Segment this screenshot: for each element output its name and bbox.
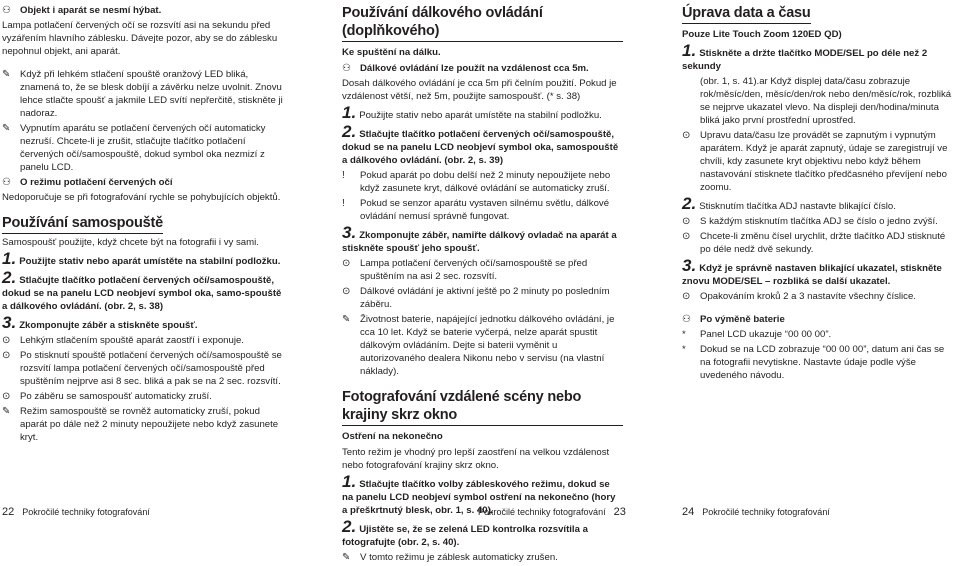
note-item: ⚇ Dálkové ovládání lze použít na vzdálenost cca 5m. (342, 63, 589, 74)
section-heading: Používání dálkového ovládání (doplňkového) (342, 4, 623, 42)
pencil-icon: ✎ (2, 69, 11, 80)
note-item: ⚇ O režimu potlačení červených očí (2, 177, 173, 188)
note-item: ✎ V tomto režimu je záblesk automaticky zrušen. (342, 552, 558, 563)
page-number: 24 (682, 506, 695, 518)
section-intro: Tento režim je vhodný pro lepší zaostření na velkou vzdálenost nebo fotografování krajiny skrz okno. (342, 447, 610, 471)
target-icon: ⊙ (2, 350, 11, 361)
target-icon: ⊙ (342, 286, 351, 297)
result-item: ⊙ Lampa potlačení červených očí/samospouště se před spuštěním na asi 2 sec. rozsvítí. (342, 258, 588, 282)
note-text: Nedoporučuje se při fotografování rychle se pohybujících objektů. (2, 192, 281, 203)
result-item: ⊙ Lehkým stlačením spouště aparát zaostří i exponuje. (2, 335, 244, 346)
step-item: 2. Stlačujte tlačítko potlačení červených očí/samospouště, dokud se na panelu LCD neobjeví symbol oka, samo-spouště a dálkového ovládání. (obr. 2, s. 38) (2, 268, 282, 312)
result-item: ⊙ Chcete-li změnu čísel urychlit, držte tlačítko ADJ stisknuté po déle nedž dvě sekundy. (682, 231, 946, 255)
target-icon: ⊙ (682, 130, 691, 141)
step-item: 3. Zkomponujte záběr, namiřte dálkový ovladač na aparát a stiskněte spoušť jeho spoušť. (342, 223, 617, 254)
battery-note: * Panel LCD ukazuje “00 00 00”. (682, 329, 832, 340)
step-item: 1. Použijte stativ nebo aparát umístěte na stabilní podložku. (2, 249, 281, 268)
left-column (2, 4, 287, 446)
note-text: Lampa potlačení červených očí se rozsvítí asi na sekundu před vyzářením hlavního záblesku. Dávejte pozor, aby se do záblesku nepohnul objekt, ani aparát. (2, 20, 278, 57)
step-item: 1. Použijte stativ nebo aparát umístěte na stabilní podložku. (342, 103, 602, 122)
eye-icon: ⚇ (2, 177, 11, 188)
target-icon: ⊙ (2, 335, 11, 346)
step-item: 3. Zkomponujte záběr a stiskněte spoušť. (2, 313, 198, 332)
middle-column (342, 4, 623, 566)
warning-item: ! Pokud se senzor aparátu vystaven silnému světlu, dálkové ovládání nemusí správně fungovat. (342, 198, 610, 222)
page-footer: 24 Pokročilé techniky fotografování (682, 506, 830, 518)
step-item: 1. Stlačujte tlačítko volby zábleskového režimu, dokud se na panelu LCD neobjeví symbol ostření na nekonečno (hory a přeškrtnutý blesk, obr. 1, s. 40). (342, 472, 616, 516)
target-icon: ⊙ (682, 291, 691, 302)
eye-icon: ⚇ (2, 5, 11, 16)
asterisk-icon: * (682, 329, 686, 340)
pencil-icon: ✎ (2, 123, 11, 134)
section-subtitle: Pouze Lite Touch Zoom 120ED QD) (682, 29, 842, 40)
target-icon: ⊙ (342, 258, 351, 269)
warning-icon: ! (342, 198, 345, 209)
step-item: 1. Stiskněte a držte tlačítko MODE/SEL po déle než 2 sekundy (682, 41, 928, 72)
note-item: ⚇ Objekt i aparát se nesmí hýbat. (2, 5, 162, 16)
result-item: ⊙ Po záběru se samospoušť automaticky zruší. (2, 391, 212, 402)
section-heading: Fotografování vzdálené scény nebo krajiny skrz okno (342, 388, 623, 426)
eye-icon: ⚇ (682, 314, 691, 325)
note-item: ✎ Životnost baterie, napájející jednotku dálkového ovládání, je cca 10 let. Když se baterie vyčerpá, nelze aparát spustit dálkovým ovládáním. Dejte si baterii vyměnit u autorizovaného dealera Nikonu nebo v servisu (na vlastní náklady). (342, 314, 615, 377)
target-icon: ⊙ (682, 231, 691, 242)
section-heading: Používání samospouště (2, 214, 163, 234)
step-detail: (obr. 1, s. 41).ar Když displej data/času zobrazuje rok/měsíc/den, měsíc/den/rok nebo den/měsíc/rok, rozbliká se nejprve ukazatel vlevo. Na displeji den/hodina/minuta bliká jako první prostřední uprostřed. (700, 76, 952, 126)
page-footer: 22 Pokročilé techniky fotografování (2, 506, 150, 518)
target-icon: ⊙ (2, 391, 11, 402)
note-text: Dosah dálkového ovládání je cca 5m při čelním použití. Pokud je vzdálenost větší, než 5m, použijte samospoušť. (* s. 38) (342, 78, 617, 102)
step-item: 2. Ujistěte se, že se zelená LED kontrolka rozsvítila a fotografujte (obr. 2, s. 40). (342, 517, 588, 548)
section-subtitle: Ostření na nekonečno (342, 431, 443, 442)
step-item: 2. Stisknutím tlačítka ADJ nastavte blikající číslo. (682, 194, 896, 213)
note-item: ⚇ Po výměně baterie (682, 314, 785, 325)
step-item: 2. Stlačujte tlačítko potlačení červených očí/samospouště, dokud se na panelu LCD neobjeví symbol oka, samospouště a dálkového ovládání. (obr. 2, s. 39) (342, 122, 619, 166)
result-item: ⊙ Upravu data/času lze provádět se zapnutým i vypnutým aparátem. Když je aparát zapnutý, údaje se zaregistrují ve chvíli, kdy zasunete kryt objektivu nebo když během nastavování stisknete tlačítko předčasného převíjení nebo zoomu. (682, 130, 948, 193)
page-footer: Pokročilé techniky fotografování 23 (478, 506, 626, 518)
note-item: ✎ Když při lehkém stlačení spouště oranžový LED bliká, znamená to, že se blesk dobíjí a závěrku nelze uvolnit. Znovu lehce stlačte spoušť a jakmile LED svítí nepřerčitě, stiskněte ji nadoraz. (2, 69, 283, 119)
pencil-icon: ✎ (342, 552, 351, 563)
warning-icon: ! (342, 170, 345, 181)
pencil-icon: ✎ (342, 314, 351, 325)
section-intro: Samospoušť použijte, když chcete být na fotografii i vy sami. (2, 237, 259, 248)
pencil-icon: ✎ (2, 406, 11, 417)
section-subtitle: Ke spuštění na dálku. (342, 47, 441, 58)
right-column (682, 4, 957, 384)
result-item: ⊙ Dálkové ovládání je aktivní ještě po 2 minuty po posledním záběru. (342, 286, 610, 310)
eye-icon: ⚇ (342, 63, 351, 74)
note-item: ✎ Vypnutím aparátu se potlačení červených očí automaticky nezruší. Chcete-li je zrušit, stlačujte tlačítko potlačení červených očí/samospouště, dokud symbol oka nezmizí z panelu LCD. (2, 123, 266, 173)
result-item: ⊙ Opakováním kroků 2 a 3 nastavíte všechny číslice. (682, 291, 916, 302)
warning-item: ! Pokud aparát po dobu delší než 2 minuty nepoužijete nebo když zasunete kryt, dálkové ovládání se automaticky zruší. (342, 170, 611, 194)
result-item: ⊙ Po stisknutí spouště potlačení červených očí/samospouště se rozsvítí lampa potlačení červených očí/samospouště před spuštěním nejprve asi 8 sec. bliká a pak se na 2 sec. rozsvítí. (2, 350, 282, 387)
page-number: 23 (613, 506, 626, 518)
asterisk-icon: * (682, 344, 686, 355)
target-icon: ⊙ (682, 216, 691, 227)
note-item: ✎ Režim samospouště se rovněž automaticky zruší, pokud aparát po dále než 2 minuty nepoužijete nebo když zasunete kryt. (2, 406, 279, 443)
battery-note: * Dokud se na LCD zobrazuje “00 00 00”, datum ani čas se na fotografii nevytiskne. Nastavte údaje podle výše uvedeného návodu. (682, 344, 945, 381)
page-number: 22 (2, 506, 15, 518)
section-heading: Úprava data a času (682, 4, 811, 24)
result-item: ⊙ S každým stisknutím tlačítka ADJ se číslo o jedno zvýší. (682, 216, 938, 227)
step-item: 3. Když je správně nastaven blikající ukazatel, stiskněte znovu MODE/SEL – rozbliká se další ukazatel. (682, 256, 942, 287)
